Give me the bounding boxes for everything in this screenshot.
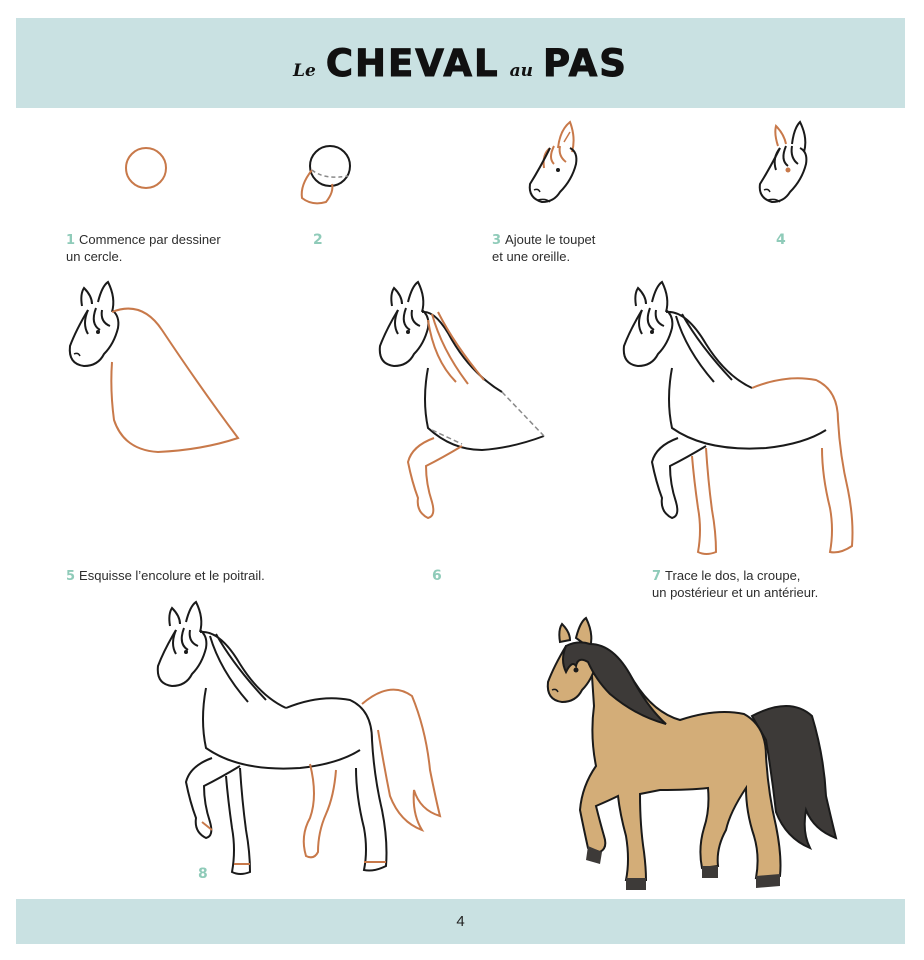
step7-text-line1: Trace le dos, la croupe, [665, 568, 801, 583]
page-footer [16, 899, 905, 944]
step7-caption [652, 568, 818, 601]
title-end: PAS [542, 41, 628, 85]
step5-text-line1: Esquisse l’encolure et le poitrail. [79, 568, 265, 583]
title-main: CHEVAL [325, 41, 500, 85]
step6-number: 6 [432, 568, 442, 584]
step3-caption [492, 232, 595, 265]
step5-number: 5 [66, 569, 76, 584]
step4-number: 4 [776, 232, 786, 248]
step6-drawing [372, 280, 572, 530]
step4-drawing [750, 118, 820, 210]
colored-horse [540, 616, 840, 894]
step3-text-line2: et une oreille. [492, 249, 571, 264]
step3-drawing [520, 118, 590, 210]
step8-number: 8 [198, 866, 208, 882]
step1-drawing [118, 140, 174, 196]
title-prefix: Le [293, 60, 316, 81]
step1-caption [66, 232, 221, 265]
step5-caption [66, 568, 265, 585]
step1-text-line1: Commence par dessiner [79, 232, 221, 247]
step7-number: 7 [652, 569, 662, 584]
step2-number: 2 [313, 232, 323, 248]
title-banner [16, 18, 905, 108]
page-title [293, 42, 628, 85]
page-number: 4 [456, 913, 465, 930]
step3-number: 3 [492, 233, 502, 248]
step7-text-line2: un postérieur et un antérieur. [652, 585, 819, 600]
step7-drawing [616, 280, 866, 565]
step5-drawing [62, 280, 252, 460]
title-middle: au [509, 60, 533, 81]
step1-text-line2: un cercle. [66, 249, 123, 264]
step8-drawing [150, 600, 450, 882]
step3-text-line1: Ajoute le toupet [505, 232, 596, 247]
step2-drawing [290, 140, 360, 212]
step1-number: 1 [66, 233, 76, 248]
